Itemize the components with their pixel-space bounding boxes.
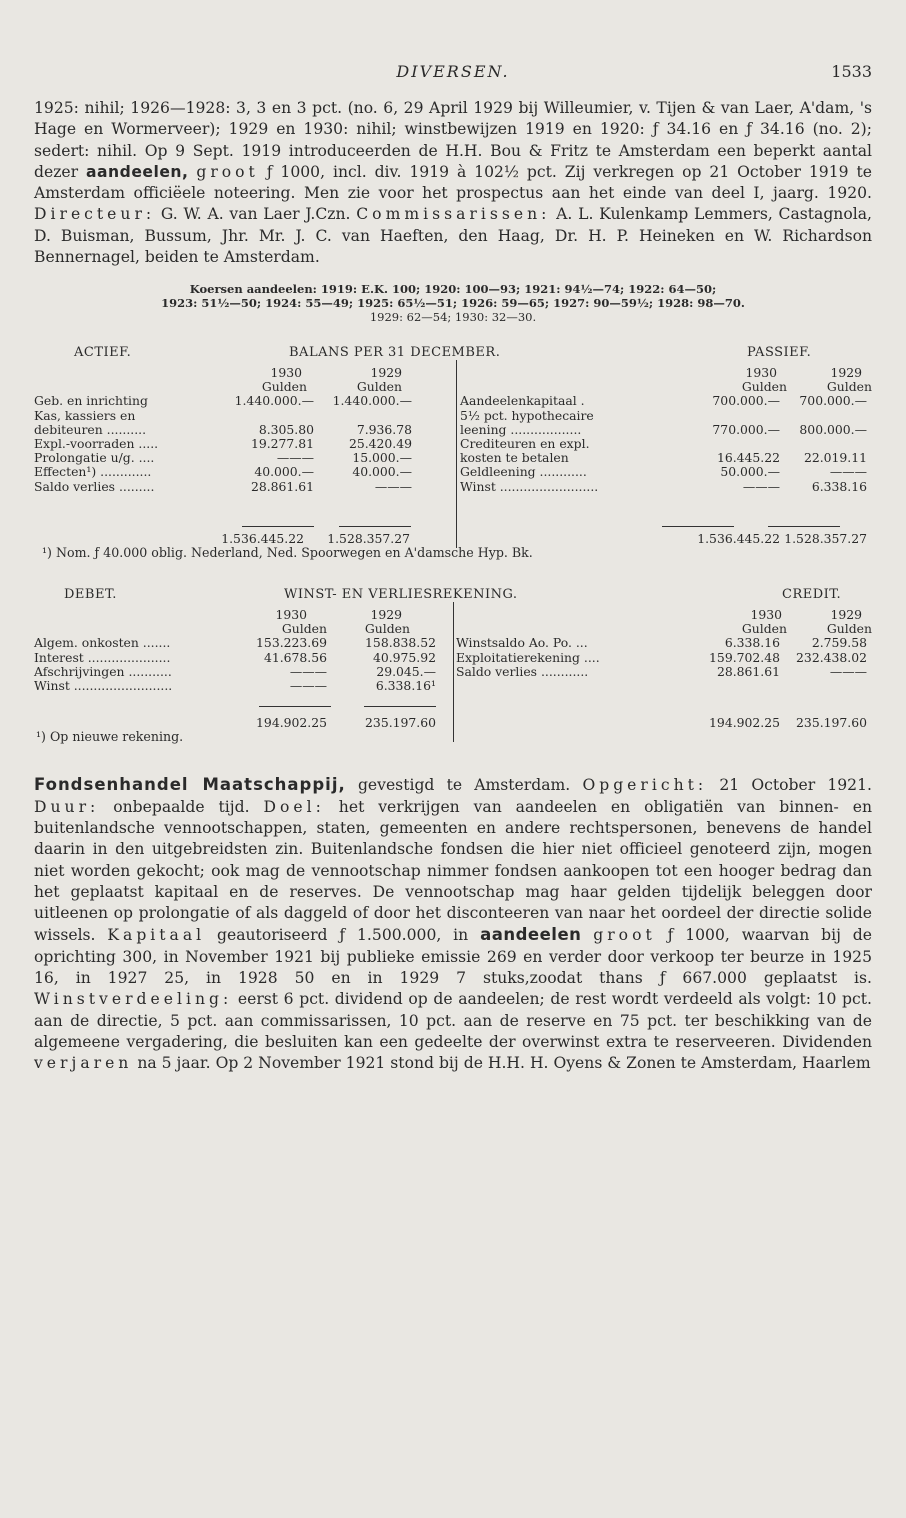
passief-row-1930: ——— xyxy=(742,478,780,494)
groot-keyword-2: groot xyxy=(593,926,656,945)
directeur-keyword: Directeur: xyxy=(34,205,156,224)
actief-row-1929: 25.420.49 xyxy=(348,435,412,451)
winst-rule-left-1930 xyxy=(259,706,331,707)
intro-text-2: ƒ 1000, incl. div. 1919 à 102½ pct. Zij verkregen op 21 October 1919 te Amsterdam officiëele noteering. Men zie voor het prospectus aan het einde van deel I, jaarg. 1920. xyxy=(34,162,872,203)
credit-row-1930: 28.861.61 xyxy=(716,663,780,679)
actief-row-1930: 19.277.81 xyxy=(250,435,314,451)
debet-row-1929: 6.338.16¹ xyxy=(375,677,436,693)
credit-row-label: Winstsaldo Ao. Po. ... xyxy=(456,635,588,651)
balans-table xyxy=(34,346,872,578)
koersen-line-2: 1923: 51½—50; 1924: 55—49; 1925: 65½—51; 1926: 59—65; 1927: 90—59½; 1928: 98—70. xyxy=(161,296,745,311)
balans-footnote: ¹) Nom. ƒ 40.000 oblig. Nederland, Ned. Spoorwegen en A'damsche Hyp. Bk. xyxy=(42,545,533,561)
intro-text-4: A. L. Kulenkamp Lemmers, Castagnola, D. Buisman, Bussum, Jhr. Mr. J. C. van Haeften, den Haag, Dr. H. P. Heineken en W. Richardson Bennernagel, beiden te Amsterdam. xyxy=(34,205,872,267)
passief-row-label: leening .................. xyxy=(460,421,582,437)
actief-row-1930: 40.000.— xyxy=(254,464,314,480)
winst-unit-right-1930: Gulden xyxy=(741,621,787,637)
passief-row-1930: 700.000.— xyxy=(712,393,780,409)
credit-row-1929: ——— xyxy=(829,663,867,679)
page-number: 1533 xyxy=(831,62,872,81)
koersen-line-3: 1929: 62—54; 1930: 32—30. xyxy=(369,310,537,325)
balans-year-right-1930: 1930 xyxy=(745,365,777,381)
fond-text-6: ƒ 1000, waarvan bij de oprichting 300, in November 1921 bij publieke emissie 269 en verder door verkoop ter beurze in 1925 16, in 1927 25, in 1928 50 en in 1929 7 stuks,zoodat thans ƒ 667.000 geplaatst is. xyxy=(34,926,872,988)
aandeelen-keyword: aandeelen, xyxy=(86,162,189,181)
winst-unit-left-1929: Gulden xyxy=(364,621,410,637)
credit-row-1930: 159.702.48 xyxy=(709,649,780,665)
fond-text-3: onbepaalde tijd. xyxy=(113,797,250,816)
balans-actief-title: ACTIEF. xyxy=(74,345,132,361)
passief-row-1929: 700.000.— xyxy=(799,393,867,409)
fond-text-2: 21 October 1921. xyxy=(719,776,872,795)
intro-text-3: G. W. A. van Laer J.Czn. xyxy=(160,205,351,224)
passief-row-1929: 800.000.— xyxy=(799,421,867,437)
opgericht-keyword: Opgericht: xyxy=(582,776,708,795)
passief-row-1930: 770.000.— xyxy=(712,421,780,437)
intro-paragraph xyxy=(34,98,872,268)
groot-keyword: groot xyxy=(196,162,259,181)
balans-total-right-1930: 1.536.445.22 xyxy=(697,531,780,547)
debet-row-1930: 41.678.56 xyxy=(263,649,327,665)
balans-unit-left-1929: Gulden xyxy=(356,379,402,395)
actief-row-1929: 1.440.000.— xyxy=(332,393,412,409)
fondsenhandel-paragraph xyxy=(34,774,872,1074)
balans-year-left-1929: 1929 xyxy=(370,365,402,381)
balans-rule-right-1930 xyxy=(662,526,734,527)
winst-year-right-1929: 1929 xyxy=(830,607,862,623)
passief-row-1929: 6.338.16 xyxy=(811,478,867,494)
debet-row-label: Winst ......................... xyxy=(34,677,173,693)
credit-row-label: Saldo verlies ............ xyxy=(456,663,589,679)
winst-total-right-1929: 235.197.60 xyxy=(796,715,867,731)
credit-row-label: Exploitatierekening .... xyxy=(456,649,600,665)
balans-year-left-1930: 1930 xyxy=(270,365,302,381)
winst-table xyxy=(34,588,872,774)
balans-total-left-1930: 1.536.445.22 xyxy=(221,531,304,547)
actief-row-label: Kas, kassiers en xyxy=(34,407,136,423)
winst-unit-left-1930: Gulden xyxy=(281,621,327,637)
company-name: Fondsenhandel Maatschappij, xyxy=(34,775,346,795)
doel-keyword: Doel: xyxy=(263,797,325,816)
intro-text-1: 1925: nihil; 1926—1928: 3, 3 en 3 pct. (no. 6, 29 April 1929 bij Willeumier, v. Tijen & van Laer, A'dam, 's Hage en Wormerveer); 1929 en 1930: nihil; winstbewijzen 1919 en 1920: ƒ 34.16 en ƒ 34.16 (no. 2); sedert: nihil. Op 9 Sept. 1919 introduceerden de H.H. Bou & Fritz te Amsterdam een beperkt aantal dezer xyxy=(34,99,872,181)
balans-unit-right-1929: Gulden xyxy=(826,379,872,395)
winst-divider xyxy=(453,602,454,742)
debet-row-1930: 153.223.69 xyxy=(256,635,327,651)
actief-row-label: Saldo verlies ......... xyxy=(34,478,155,494)
kapitaal-keyword: Kapitaal xyxy=(107,926,206,945)
winst-year-left-1929: 1929 xyxy=(370,607,402,623)
balans-rule-right-1929 xyxy=(768,526,840,527)
winst-footnote: ¹) Op nieuwe rekening. xyxy=(36,729,184,745)
debet-row-label: Afschrijvingen ........... xyxy=(34,663,172,679)
debet-row-1929: 158.838.52 xyxy=(365,635,436,651)
page-header xyxy=(34,50,872,90)
verjaren-keyword: verjaren xyxy=(34,1054,133,1073)
actief-row-label: Prolongatie u/g. .... xyxy=(34,450,155,466)
commissarissen-keyword: Commissarissen: xyxy=(356,205,551,224)
actief-row-label: debiteuren .......... xyxy=(34,421,147,437)
winst-unit-right-1929: Gulden xyxy=(826,621,872,637)
winst-total-left-1930: 194.902.25 xyxy=(256,715,327,731)
fond-text-5: geautoriseerd ƒ 1.500.000, in xyxy=(217,926,469,945)
actief-row-1930: 1.440.000.— xyxy=(234,393,314,409)
actief-row-1929: ——— xyxy=(374,478,412,494)
balans-unit-right-1930: Gulden xyxy=(741,379,787,395)
balans-title: BALANS PER 31 DECEMBER. xyxy=(289,345,501,361)
fond-text-4: het verkrijgen van aandeelen en obligatiën van binnen- en buitenlandsche vennootschappen, staten, gemeenten en andere rechtspersonen, benevens de handel daarin in den uitgebreidsten zin. Buitenlandsche fondsen die hier niet officieel genoteerd zijn, mogen niet worden gekocht; ook mag de vennootschap nimmer fondsen aankoopen tot een hooger bedrag dan het geplaatst kapitaal en de reserves. De vennootschap mag haar gelden tijdelijk beleggen door uitleenen op prolongatie of als daggeld of door het disconteeren van naar het oordeel der directie solide wissels. xyxy=(34,797,872,945)
document-page xyxy=(34,50,872,1075)
actief-row-1929: 7.936.78 xyxy=(356,421,412,437)
credit-row-1929: 232.438.02 xyxy=(796,649,867,665)
credit-row-1929: 2.759.58 xyxy=(811,635,867,651)
passief-row-1929: ——— xyxy=(829,464,867,480)
winstverdeeling-keyword: Winstverdeeling: xyxy=(34,990,233,1009)
running-title: DIVERSEN. xyxy=(396,62,510,81)
aandeelen-keyword-2: aandeelen xyxy=(480,925,582,945)
balans-year-right-1929: 1929 xyxy=(830,365,862,381)
fond-text-8: na 5 jaar. Op 2 November 1921 stond bij de H.H. H. Oyens & Zonen te Amsterdam, Haarlem xyxy=(137,1054,871,1073)
debet-row-label: Algem. onkosten ....... xyxy=(34,635,171,651)
winst-credit-title: CREDIT. xyxy=(782,587,842,603)
passief-row-label: Geldleening ............ xyxy=(460,464,587,480)
passief-row-label: Winst ......................... xyxy=(460,478,599,494)
balans-rule-left-1930 xyxy=(242,526,314,527)
debet-row-1930: ——— xyxy=(289,677,327,693)
actief-row-label: Geb. en inrichting xyxy=(34,393,148,409)
passief-row-label: 5½ pct. hypothecaire xyxy=(460,407,594,423)
balans-passief-title: PASSIEF. xyxy=(747,345,812,361)
actief-row-label: Effecten¹) ............. xyxy=(34,464,152,480)
debet-row-1929: 29.045.— xyxy=(376,663,436,679)
passief-row-label: kosten te betalen xyxy=(460,450,569,466)
fond-text-7: eerst 6 pct. dividend op de aandeelen; de rest wordt verdeeld als volgt: 10 pct. aan de directie, 5 pct. aan commissarissen, 10 pct. aan de reserve en 75 pct. ter beschikking van de algemeene vergadering, die besluiten kan een gedeelte der overwinst extra te reserveeren. Dividenden xyxy=(34,990,872,1051)
passief-row-1930: 16.445.22 xyxy=(716,450,780,466)
actief-row-label: Expl.-voorraden ..... xyxy=(34,435,159,451)
debet-row-label: Interest ..................... xyxy=(34,649,171,665)
passief-row-label: Aandeelenkapitaal . xyxy=(460,393,585,409)
balans-total-right-1929: 1.528.357.27 xyxy=(784,531,867,547)
winst-rule-left-1929 xyxy=(364,706,436,707)
koersen-line-1: Koersen aandeelen: 1919: E.K. 100; 1920: 100—93; 1921: 94½—74; 1922: 64—50; xyxy=(189,282,717,297)
balans-rule-left-1929 xyxy=(339,526,411,527)
balans-divider xyxy=(456,360,457,548)
winst-year-right-1930: 1930 xyxy=(750,607,782,623)
balans-total-left-1929: 1.528.357.27 xyxy=(327,531,410,547)
duur-keyword: Duur: xyxy=(34,797,100,816)
winst-title: WINST- EN VERLIESREKENING. xyxy=(284,587,518,603)
fond-text-1: gevestigd te Amsterdam. xyxy=(357,776,571,795)
debet-row-1930: ——— xyxy=(289,663,327,679)
winst-total-left-1929: 235.197.60 xyxy=(365,715,436,731)
actief-row-1930: 8.305.80 xyxy=(258,421,314,437)
actief-row-1930: 28.861.61 xyxy=(250,478,314,494)
debet-row-1929: 40.975.92 xyxy=(372,649,436,665)
passief-row-1929: 22.019.11 xyxy=(803,450,867,466)
actief-row-1929: 15.000.— xyxy=(352,450,412,466)
passief-row-label: Crediteuren en expl. xyxy=(460,435,590,451)
passief-row-1930: 50.000.— xyxy=(720,464,780,480)
actief-row-1930: ——— xyxy=(276,450,314,466)
credit-row-1930: 6.338.16 xyxy=(724,635,780,651)
balans-unit-left-1930: Gulden xyxy=(261,379,307,395)
koersen-block xyxy=(34,282,872,324)
actief-row-1929: 40.000.— xyxy=(352,464,412,480)
winst-total-right-1930: 194.902.25 xyxy=(709,715,780,731)
winst-year-left-1930: 1930 xyxy=(275,607,307,623)
winst-debet-title: DEBET. xyxy=(64,587,117,603)
